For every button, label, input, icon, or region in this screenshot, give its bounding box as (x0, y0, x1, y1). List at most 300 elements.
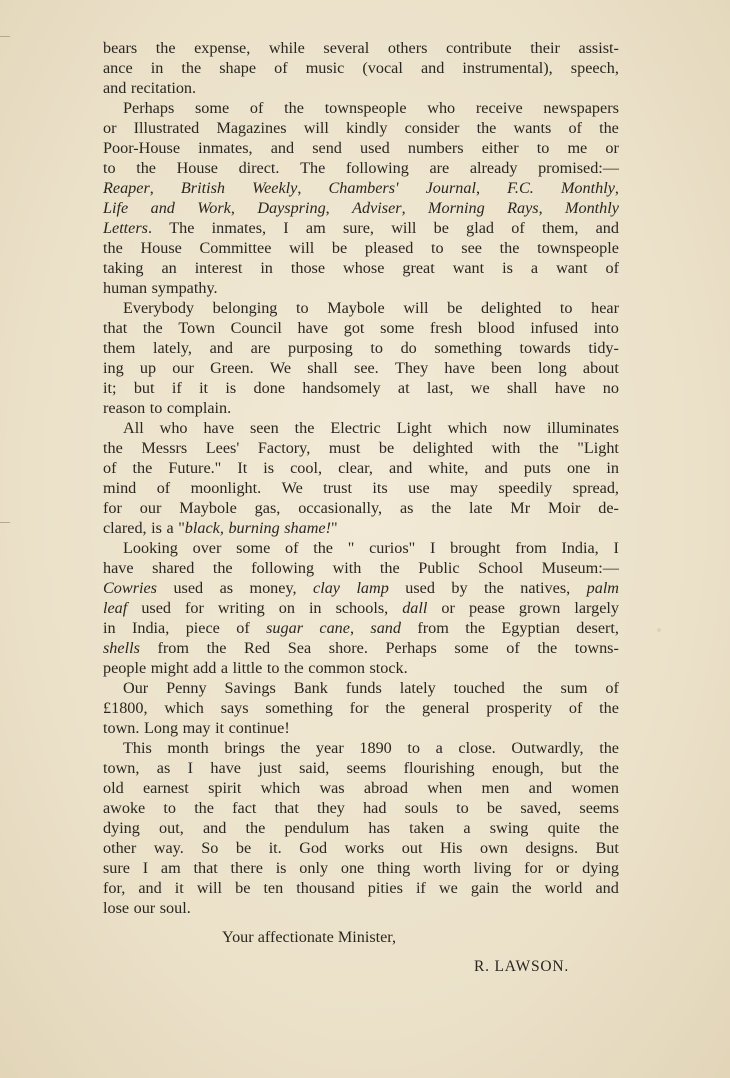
word: Looking (123, 539, 178, 557)
word: want (452, 259, 485, 277)
word: the (484, 579, 504, 597)
word: our (133, 899, 156, 917)
word: be (235, 879, 251, 897)
word: tidy- (588, 339, 619, 357)
word: souls (404, 799, 438, 817)
word: month (167, 739, 209, 757)
word: speech, (570, 59, 619, 77)
word: earnest (142, 779, 189, 797)
word: white, (428, 459, 469, 477)
word: for (185, 599, 204, 617)
word: to (163, 799, 177, 817)
word: trust (323, 479, 352, 497)
word: is (151, 519, 162, 537)
word: touched (453, 679, 505, 697)
word: illuminates (546, 419, 619, 437)
word: of (156, 479, 171, 497)
word: saved, (520, 799, 562, 817)
text-line (103, 338, 619, 358)
word: consider (404, 119, 460, 137)
text-line (103, 318, 619, 338)
word: Mr (510, 499, 531, 517)
word: the (103, 239, 123, 257)
word: Journal, (425, 179, 481, 197)
word: F.C. (507, 179, 534, 197)
word: and (270, 139, 295, 157)
word: delighted (412, 439, 473, 457)
word: might (150, 659, 189, 677)
text-line (103, 478, 619, 498)
word: may (450, 479, 478, 497)
word: towns- (574, 639, 619, 657)
word: some (236, 539, 271, 557)
word: the (212, 559, 233, 577)
word: see (461, 239, 482, 257)
word: dying (582, 859, 619, 877)
word: the (599, 759, 619, 777)
word: that (103, 319, 128, 337)
word: contribute (445, 39, 512, 57)
word: as (219, 579, 234, 597)
word: be (378, 439, 395, 457)
word: seems (346, 759, 387, 777)
word: de- (598, 499, 619, 517)
word: have (103, 559, 134, 577)
word: will (289, 239, 315, 257)
word: used (405, 579, 435, 597)
word: to (431, 239, 444, 257)
word: its (372, 479, 388, 497)
word: is (263, 459, 275, 477)
word: long (537, 359, 567, 377)
word: fresh (429, 319, 463, 337)
word: numbers (407, 139, 464, 157)
word: abroad (363, 779, 408, 797)
text-line (103, 758, 619, 778)
word: people (103, 659, 147, 677)
text-line (103, 618, 619, 638)
word: handsomely (302, 379, 381, 397)
word: is (502, 259, 513, 277)
word: piece (185, 619, 220, 637)
word: there (230, 859, 263, 877)
word: speedily (498, 479, 553, 497)
word: the (103, 439, 123, 457)
word: the (599, 119, 619, 137)
word: the (537, 639, 558, 657)
word: pendulum (284, 819, 350, 837)
word: of (103, 459, 117, 477)
word: pities (367, 879, 403, 897)
word: sure, (342, 219, 374, 237)
word: sympathy. (151, 279, 218, 297)
word: continue! (228, 719, 290, 737)
word: world (544, 879, 583, 897)
word: been (491, 359, 522, 377)
word: who (427, 99, 456, 117)
word: or (555, 859, 570, 877)
word: Committee (199, 239, 272, 257)
word: which (260, 779, 301, 797)
word: natives, (520, 579, 571, 597)
text-line (103, 358, 619, 378)
word: a (220, 659, 229, 677)
word: in (150, 59, 164, 77)
word: for, (103, 879, 126, 897)
word: following (251, 559, 315, 577)
word: brings (224, 739, 265, 757)
word: while (268, 39, 305, 57)
word: used (173, 579, 204, 597)
word: towards (519, 339, 571, 357)
word: desert, (576, 619, 619, 637)
word: over (192, 539, 222, 557)
word: receive (475, 99, 523, 117)
word: Perhaps (123, 99, 175, 117)
word: quite (547, 819, 580, 837)
word: occasionally, (298, 499, 383, 517)
word: of (249, 99, 264, 117)
word: an (161, 259, 177, 277)
word: pease (468, 599, 505, 617)
word: of (605, 259, 619, 277)
word: one (566, 459, 591, 477)
word: Cowries (103, 579, 157, 597)
word: human (103, 279, 148, 297)
word: sure (103, 859, 130, 877)
word: add (193, 659, 217, 677)
word: only (299, 859, 329, 877)
word: Perhaps (385, 639, 437, 657)
word: close. (458, 739, 496, 757)
text-line (103, 38, 619, 58)
text-line (103, 718, 619, 738)
word: Work, (197, 199, 235, 217)
text-line (103, 238, 619, 258)
text-line (103, 818, 619, 838)
text-line (103, 378, 619, 398)
word: leaf (103, 599, 128, 617)
word: Future." (168, 459, 222, 477)
word: Everybody (123, 299, 195, 317)
word: Maybole (327, 299, 385, 317)
word: but (561, 759, 582, 777)
word: have (554, 379, 586, 397)
word: out, (159, 819, 184, 837)
word: no (602, 379, 619, 397)
word: prosperity (486, 699, 553, 717)
word: God (299, 839, 328, 857)
text-line (103, 798, 619, 818)
word: old (103, 779, 124, 797)
word: be (486, 799, 503, 817)
word: shells (103, 639, 140, 657)
text-line (103, 858, 619, 878)
word: lose (103, 899, 130, 917)
word: see. (354, 359, 379, 377)
word: Dayspring, (257, 199, 330, 217)
word: the (245, 819, 266, 837)
word: have (297, 319, 329, 337)
word: that (274, 799, 299, 817)
word: a (463, 819, 471, 837)
fold-mark-middle (0, 522, 10, 523)
word: for (524, 859, 544, 877)
word: lately (399, 679, 436, 697)
word: the (599, 819, 619, 837)
word: last, (426, 379, 454, 397)
word: clay (313, 579, 340, 597)
word: the (499, 239, 520, 257)
word: sum (560, 679, 588, 697)
word: if (415, 879, 426, 897)
word: of (511, 219, 525, 237)
word: on (278, 599, 295, 617)
word: Lees' (205, 439, 240, 457)
word: which (164, 699, 204, 717)
word: School (478, 559, 524, 577)
word: of (568, 699, 583, 717)
word: men (481, 779, 510, 797)
word: when (427, 779, 463, 797)
word: the (465, 619, 486, 637)
word: taking (103, 259, 144, 277)
text-line (103, 638, 619, 658)
word: Red (244, 639, 271, 657)
word: the (522, 679, 543, 697)
word: Messrs (141, 439, 188, 457)
word: townspeople (324, 99, 407, 117)
text-line (103, 58, 619, 78)
word: shape (219, 59, 257, 77)
word: and (388, 459, 413, 477)
word: designs. (525, 839, 578, 857)
word: British (180, 179, 225, 197)
word: puts (523, 459, 551, 477)
word: Letters. (103, 219, 153, 237)
word: common (308, 659, 365, 677)
word: some (195, 99, 230, 117)
text-line (103, 698, 619, 718)
paper-smudge (657, 628, 661, 632)
word: is (225, 379, 237, 397)
word: has (368, 819, 390, 837)
word: in (308, 599, 322, 617)
word: Council (230, 319, 282, 337)
text-line (103, 498, 619, 518)
word: taken (409, 819, 445, 837)
word: stock. (369, 659, 408, 677)
word: assist- (578, 39, 619, 57)
word: from (515, 539, 547, 557)
word: 1890 (359, 739, 392, 757)
word: either (481, 139, 519, 157)
word: townspeople (537, 239, 619, 257)
word: with (491, 439, 521, 457)
word: works (344, 839, 385, 857)
word: the (284, 99, 304, 117)
word: to (559, 299, 573, 317)
text-line (103, 278, 619, 298)
word: thing (377, 859, 411, 877)
word: shall (307, 359, 338, 377)
word: a (435, 739, 443, 757)
word: who (159, 419, 188, 437)
word: our (139, 499, 162, 517)
word: of (568, 119, 582, 137)
word: in (260, 259, 273, 277)
word: wants (513, 119, 552, 137)
word: the (280, 739, 301, 757)
word: enough, (491, 759, 544, 777)
word: to (407, 739, 420, 757)
word: Reaper, (103, 179, 154, 197)
word: "Light (577, 439, 619, 457)
word: if (171, 379, 182, 397)
word: of (274, 59, 288, 77)
word: brought (450, 539, 501, 557)
word: Egyptian (501, 619, 560, 637)
word: other (103, 839, 137, 857)
word: But (595, 839, 619, 857)
word: the (599, 699, 619, 717)
word: Morning (428, 199, 485, 217)
word: to (149, 399, 163, 417)
word: and (209, 339, 233, 357)
word: use (408, 479, 430, 497)
word: Illustrated (133, 119, 200, 137)
word: curios" (369, 539, 416, 557)
word: Sea (287, 639, 312, 657)
word: newspapers (543, 99, 619, 117)
word: of (605, 679, 619, 697)
word: it (215, 719, 225, 737)
word: infused (530, 319, 579, 337)
word: I (142, 859, 149, 877)
word: done (253, 379, 285, 397)
word: Electric (330, 419, 381, 437)
word: the (379, 559, 400, 577)
word: promised:— (538, 159, 619, 177)
word: that (193, 859, 218, 877)
word: the (132, 459, 153, 477)
text-line (103, 78, 619, 98)
word: lamp (356, 579, 389, 597)
word: to (103, 159, 116, 177)
word: have (444, 359, 475, 377)
word: was (319, 779, 345, 797)
word: Life (103, 199, 129, 217)
word: them, (541, 219, 579, 237)
word: but (133, 379, 155, 397)
word: will (303, 119, 329, 137)
word: of (285, 539, 299, 557)
word: Public (418, 559, 460, 577)
word: from (417, 619, 449, 637)
word: me (567, 139, 588, 157)
word: £1800, (103, 699, 148, 717)
word: Outwardly, (511, 739, 584, 757)
word: whose (343, 259, 385, 277)
word: pleased (364, 239, 414, 257)
word: ing (103, 359, 124, 377)
word: may (182, 719, 211, 737)
word: already (469, 159, 518, 177)
text-line (103, 738, 619, 758)
word: cane, (319, 619, 354, 637)
word: with (332, 559, 362, 577)
word: year (315, 739, 344, 757)
word: a (530, 259, 539, 277)
word: instrumental), (462, 59, 553, 77)
word: Moir (547, 499, 581, 517)
word: the (385, 699, 406, 717)
text-line (103, 838, 619, 858)
word: inmates, (211, 219, 267, 237)
text-line (103, 98, 619, 118)
word: send (312, 139, 342, 157)
word: into (593, 319, 619, 337)
word: to (370, 339, 383, 357)
word: They (394, 359, 429, 377)
word: Long (143, 719, 179, 737)
word: be (235, 839, 252, 857)
word: I (283, 219, 289, 237)
word: says (220, 699, 249, 717)
word: several (323, 39, 370, 57)
word: We (281, 479, 303, 497)
word: soul. (159, 899, 191, 917)
fold-mark-top (0, 36, 10, 37)
word: will (391, 219, 417, 237)
word: dying (103, 819, 140, 837)
word: recitation. (130, 79, 197, 97)
word: late (469, 499, 493, 517)
word: the (538, 439, 559, 457)
word: must (328, 439, 361, 457)
text-line (103, 258, 619, 278)
word: clared, (103, 519, 147, 537)
word: fact (232, 799, 257, 817)
word: way. (153, 839, 184, 857)
word: got (343, 319, 365, 337)
word: Rays, (507, 199, 543, 217)
word: belonging (212, 299, 278, 317)
word: expense, (194, 39, 251, 57)
text-line (103, 218, 619, 238)
word: to (456, 799, 469, 817)
word: direct. (238, 159, 280, 177)
word: seen (249, 419, 279, 437)
word: Magazines (216, 119, 287, 137)
word: music (305, 59, 345, 77)
word: So (201, 839, 219, 857)
word: and (484, 459, 508, 477)
text-line (103, 178, 619, 198)
word: the (313, 539, 333, 557)
letter-body (103, 38, 619, 918)
word: Bank (293, 679, 328, 697)
word: am (160, 859, 181, 877)
word: gas, (254, 499, 281, 517)
text-line (103, 418, 619, 438)
word: funds (345, 679, 382, 697)
word: to (296, 299, 309, 317)
word: Chambers' (328, 179, 399, 197)
word: kindly (346, 119, 388, 137)
word: will (196, 879, 223, 897)
word: have (203, 419, 235, 437)
